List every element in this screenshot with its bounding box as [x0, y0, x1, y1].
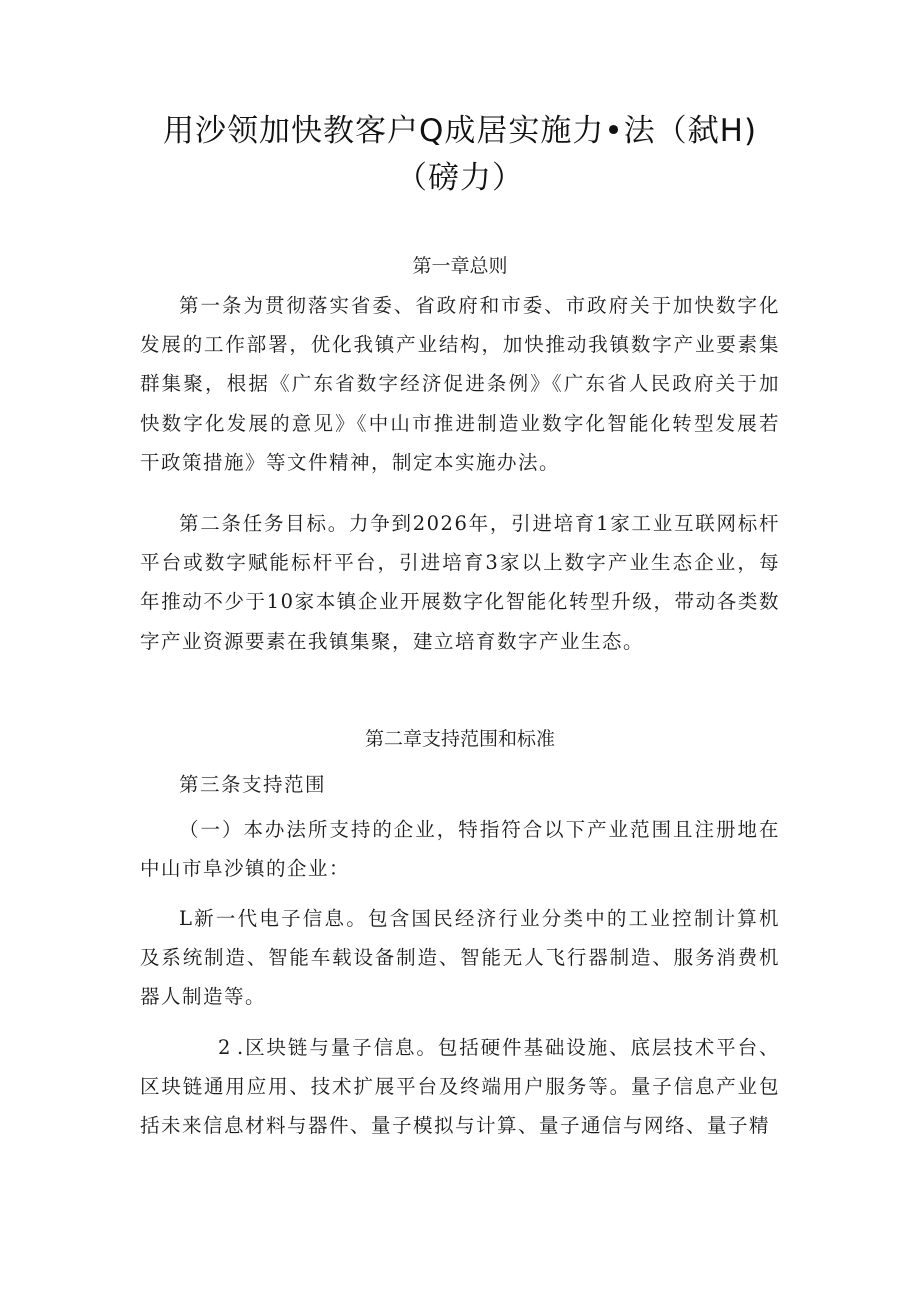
item2-text: .区块链与量子信息。包括硬件基础设施、底层技术平台、区块链通用应用、技术扩展平台及终端用户服务等。量子信息产业包括未来信息材料与器件、量子模拟与计算、量子通信与网络、量子精 — [140, 1036, 780, 1138]
chapter2-heading: 第二章支持范围和标准 — [364, 728, 555, 750]
item2-paragraph — [140, 1028, 780, 1146]
item1-paragraph: L新一代电子信息。包含国民经济行业分类中的工业控制计算机及系统制造、智能车载设备制造、智能无人飞行器制造、服务消费机器人制造等。 — [140, 907, 780, 1009]
chapter1-heading: 第一章总则 — [412, 255, 508, 277]
document-title-line1: 用沙领加快教客户Q成居实施力•法（弑H) — [162, 113, 758, 149]
article1-paragraph: 第一条为贯彻落实省委、省政府和市委、市政府关于加快数字化发展的工作部署，优化我镇产业结构，加快推动我镇数字产业要素集群集聚，根据《广东省数字经济促进条例》《广东省人民政府关于加快数字化发展的意见》《中山市推进制造业数字化智能化转型发展若干政策措施》等文件精神，制定本实施办法。 — [140, 294, 780, 474]
article3-title: 第三条支持范围 — [179, 773, 327, 796]
clause1-paragraph: （一）本办法所支持的企业，特指符合以下产业范围且注册地在中山市阜沙镇的企业： — [140, 818, 780, 881]
article2-paragraph: 第二条任务目标。力争到2026年，引进培育1家工业互联网标杆平台或数字赋能标杆平台，引进培育3家以上数字产业生态企业，每年推动不少于10家本镇企业开展数字化智能化转型升级，带动各类数字产业资源要素在我镇集聚，建立培育数字产业生态。 — [140, 512, 780, 653]
document-title-line2: （磅力） — [396, 160, 524, 196]
item2-number: 2 — [218, 1036, 232, 1059]
